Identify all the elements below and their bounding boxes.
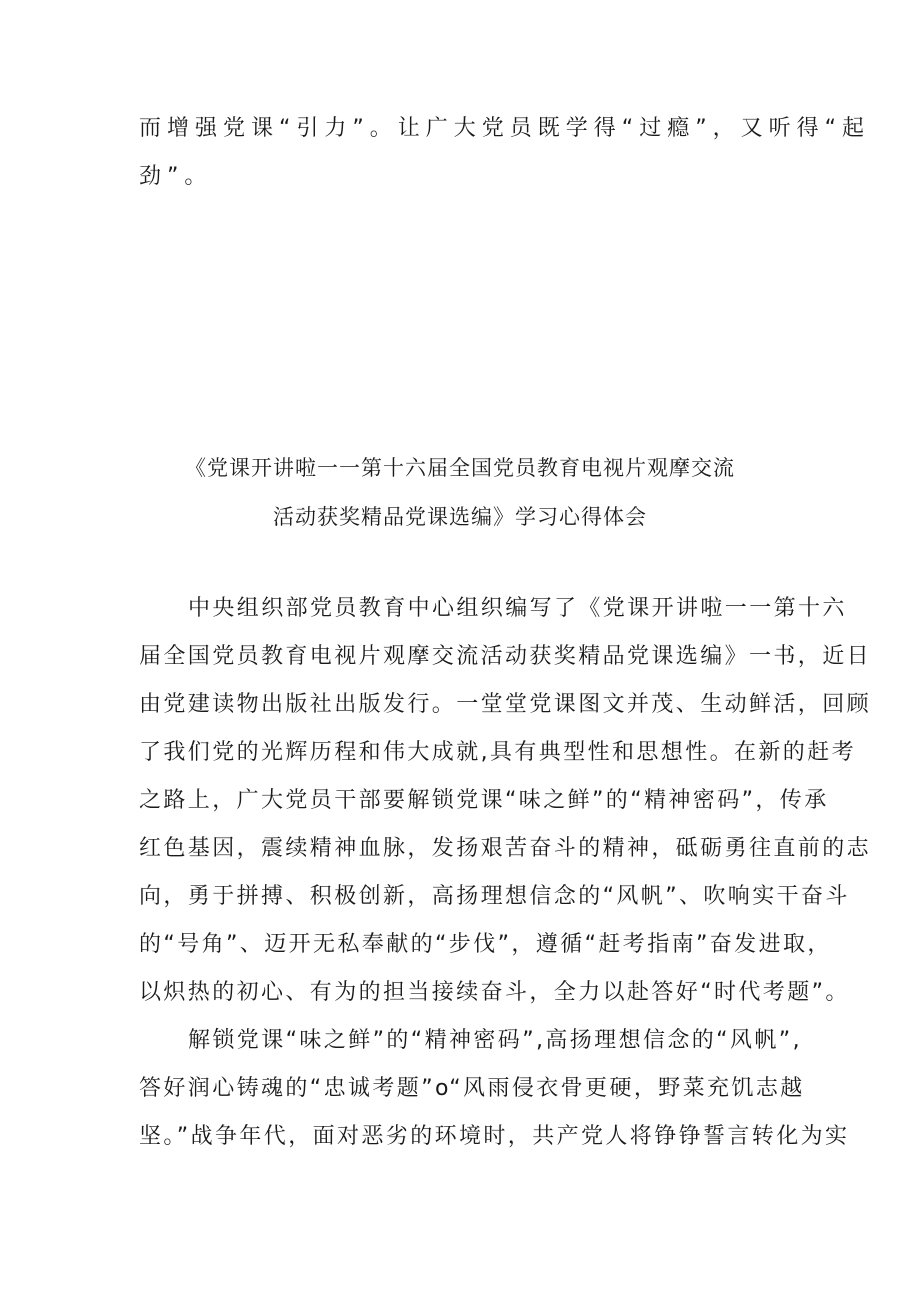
paragraph-1-line-3: 由党建读物出版社出版发行。一堂堂党课图文并茂、生动鲜活，回顾	[139, 692, 872, 717]
paragraph-1-line-5: 之路上，广大党员干部要解锁党课“味之鲜”的“精神密码”，传承	[139, 788, 829, 813]
fragment-line-1: 而增强党课“引力”。让广大党员既学得“过瘾”，又听得“起	[139, 116, 870, 141]
paragraph-1-line-6: 红色基因，震续精神血脉，发扬艰苦奋斗的精神，砥砺勇往直前的志	[139, 836, 872, 861]
paragraph-1-line-1: 中央组织部党员教育中心组织编写了《党课开讲啦一一第十六	[188, 596, 847, 621]
paragraph-2-line-3: 坚。”战争年代，面对恶劣的环境时，共产党人将铮铮誓言转化为实	[139, 1124, 850, 1149]
paragraph-1-line-2: 届全国党员教育电视片观摩交流活动获奖精品党课选编》一书，近日	[139, 644, 872, 669]
paragraph-2-line-1: 解锁党课“味之鲜”的“精神密码”,高扬理想信念的“风帆”,	[188, 1028, 802, 1053]
article-title-line-1: 《党课开讲啦一一第十六届全国党员教育电视片观摩交流	[185, 456, 735, 480]
article-title-line-2: 活动获奖精品党课选编》学习心得体会	[273, 505, 647, 529]
paragraph-1-line-8: 的“号角”、迈开无私奉献的“步伐”，遵循“赶考指南”奋发进取，	[139, 932, 832, 957]
fragment-line-2: 劲”。	[139, 164, 213, 189]
paragraph-1-line-9: 以炽热的初心、有为的担当接续奋斗，全力以赴答好“时代考题”。	[139, 980, 850, 1005]
paragraph-1-line-7: 向，勇于拼搏、积极创新，高扬理想信念的“风帆”、吹响实干奋斗	[139, 884, 850, 909]
paragraph-2-line-2: 答好润心铸魂的“忠诚考题”o“风雨侵衣骨更硬，野菜充饥志越	[139, 1076, 805, 1101]
paragraph-1-line-4: 了我们党的光辉历程和伟大成就,具有典型性和思想性。在新的赶考	[139, 740, 856, 765]
